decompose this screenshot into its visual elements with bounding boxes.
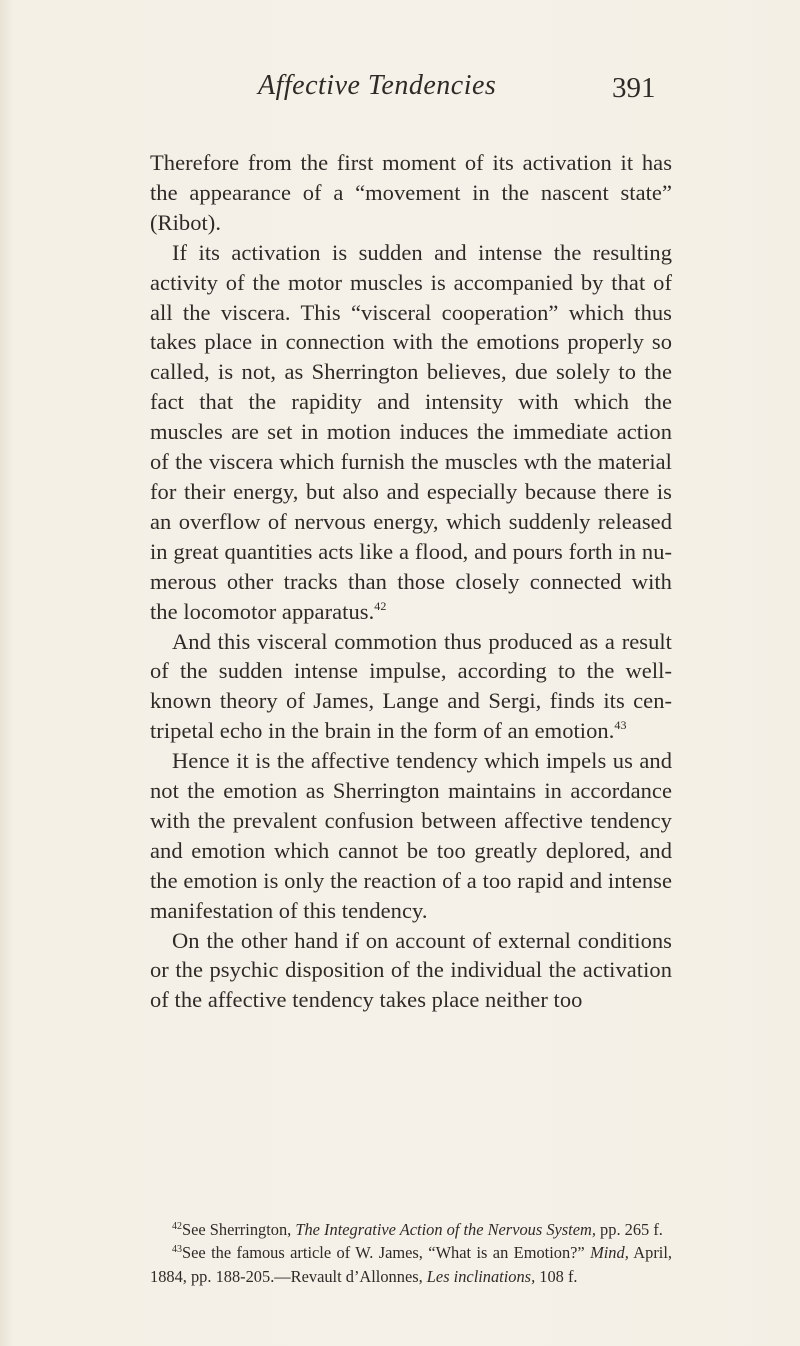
footnote-ref-43: 43: [614, 718, 627, 733]
body-text: [150, 148, 672, 1015]
footnote-43-marker: 43: [172, 1244, 182, 1256]
running-head: [0, 66, 800, 116]
paragraph-1-text: Therefore from the first moment of its activation it has the appearance of a “movement in the nascent state” (Ribot).: [150, 150, 672, 235]
footnote-42-text-b: pp. 265 f.: [595, 1220, 663, 1239]
paragraph-2: [150, 238, 672, 627]
footnote-42-marker: 42: [172, 1221, 182, 1232]
footnote-42-title: The Integrative Action of the Nervous System,: [295, 1220, 596, 1239]
footnote-43-journal: Mind,: [590, 1243, 629, 1263]
paragraph-3-text: And this visceral commotion thus produced as a result of the sudden intense impulse, according to the well-known theory of James, Lange and Sergi, finds its centripetal echo in the brain in the form of an emotion.: [150, 628, 672, 744]
paragraph-5: [150, 926, 672, 1016]
footnote-42: [150, 1218, 672, 1241]
paragraph-5-text: On the other hand if on account of external conditions or the psychic disposition of the individual the activation of the affective tendency takes place neither too: [150, 927, 672, 1013]
footnote-ref-42: 42: [374, 598, 387, 613]
running-title: Affective Tendencies: [258, 70, 497, 101]
footnote-43-title: Les inclinations,: [426, 1266, 536, 1286]
footnote-42-text-a: See Sherrington,: [182, 1220, 296, 1239]
page-number: 391: [612, 72, 656, 104]
footnote-43-text-c: 108 f.: [535, 1266, 578, 1286]
footnote-43: [150, 1241, 672, 1288]
footnotes: [150, 1218, 672, 1288]
footnote-43-text-b: April, 1884, pp. 188-205.—Revault d’Allonnes,: [150, 1243, 672, 1286]
paragraph-4-text: Hence it is the affective tendency which impels us and not the emotion as Sherrington maintains in accordance with the prevalent confusion between affective tendency and emotion which cannot be too greatly deplored, and the emotion is only the reaction of a too rapid and intense manifestation of this tendency.: [150, 748, 672, 923]
paragraph-2-text: If its activation is sudden and intense the resulting activity of the motor muscles is accompanied by that of all the viscera. This “visceral cooperation” which thus takes place in connection with the emotions properly so called, is not, as Sherrington believes, due solely to the fact that the rapidity and intensity with which the muscles are set in motion induces the immediate action of the viscera which furnish the muscles wth the material for their energy, but also and especially because there is an overflow of nervous energy, which suddenly released in great quantities acts like a flood, and pours forth in numerous other tracks than those closely connected with the locomotor apparatus.: [150, 239, 672, 624]
paragraph-4: [150, 746, 672, 925]
paragraph-1: [150, 148, 672, 238]
paragraph-3: [150, 627, 672, 747]
footnote-43-text-a: See the famous article of W. James, “What is an Emotion?”: [182, 1243, 591, 1263]
